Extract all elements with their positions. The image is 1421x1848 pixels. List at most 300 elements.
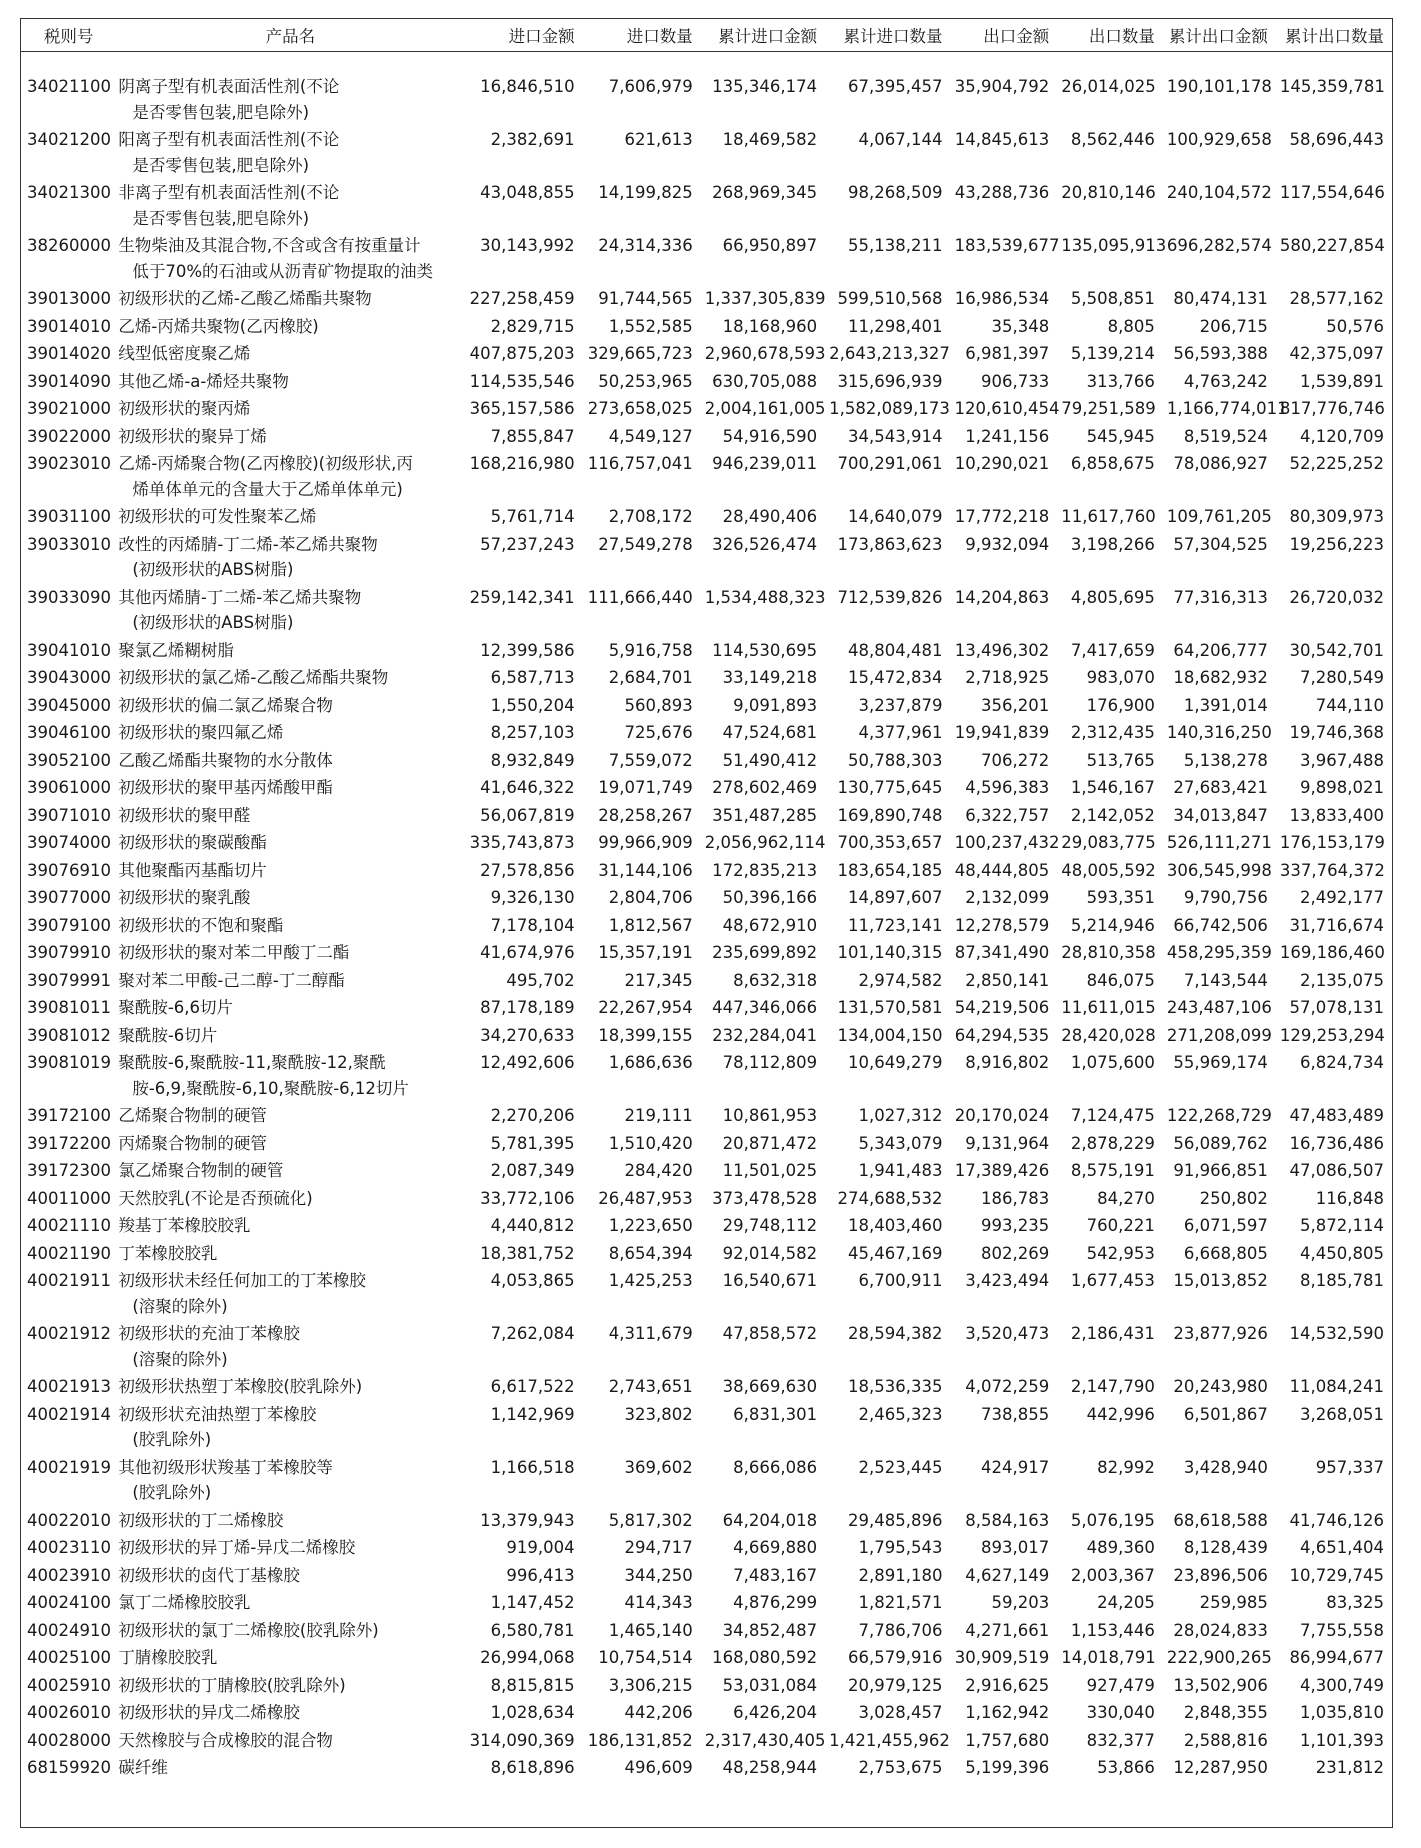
cumulative-import-quantity-cell: 18,536,335 [848,1377,943,1396]
table-row [21,663,1392,691]
header-import-value: 进口金额 [465,19,583,52]
product-name-line: 聚对苯二甲酸-己二醇-丁二醇酯 [118,970,345,990]
export-value-cell: 356,201 [980,695,1050,715]
product-name-cell [116,1506,464,1534]
cumulative-import-value-cell: 4,669,880 [733,1538,818,1557]
import-quantity-cell: 4,549,127 [608,426,693,446]
cumulative-import-quantity-cell: 50,788,303 [848,750,943,770]
product-name-line: 乙烯-丙烯聚合物(乙丙橡胶)(初级形状,丙 [118,454,413,473]
export-value-cell: 35,348 [991,316,1050,336]
cumulative-import-quantity-cell: 1,941,483 [858,1161,943,1180]
cumulative-import-quantity-cell: 7,786,706 [858,1620,943,1640]
export-value-cell: 8,584,163 [965,1510,1050,1530]
tariff-code-cell: 39023010 [27,454,111,473]
export-value-cell: 14,204,863 [954,587,1050,607]
import-value-cell: 168,216,980 [469,454,575,473]
product-name-cell [116,773,464,801]
product-name-line: 初级形状的聚甲基丙烯酸甲酯 [118,778,333,797]
tariff-code-cell: 39021000 [27,399,111,418]
product-name-continuation: 烯单体单元的含量大于乙烯单体单元) [132,479,403,499]
export-value-cell: 1,757,680 [965,1730,1050,1750]
cumulative-import-quantity-cell: 183,654,185 [837,860,943,880]
import-value-cell: 33,772,106 [480,1188,575,1208]
cumulative-import-quantity-cell: 4,067,144 [858,130,943,149]
export-value-cell: 706,272 [980,750,1050,770]
export-quantity-cell: 5,139,214 [1070,344,1155,363]
import-quantity-cell: 15,357,191 [598,943,693,962]
cumulative-export-value-cell: 3,428,940 [1183,1457,1268,1477]
product-name-line: 阴离子型有机表面活性剂(不论 [118,77,340,96]
table-row [21,1184,1392,1212]
table-row [21,1239,1392,1267]
export-quantity-cell: 48,005,592 [1061,860,1156,880]
import-value-cell: 57,237,243 [480,534,575,554]
product-name-cell [116,1156,464,1184]
table-row [21,1533,1392,1561]
product-name-line: 聚氯乙烯糊树脂 [118,640,234,660]
cumulative-export-quantity-cell: 31,716,674 [1289,915,1384,935]
product-name-continuation: 是否零售包装,肥皂除外) [132,102,310,122]
cumulative-import-quantity-cell: 2,974,582 [858,970,943,990]
cumulative-export-quantity-cell: 2,135,075 [1300,970,1384,990]
table-row [21,1021,1392,1049]
header-gap [21,52,1392,73]
export-value-cell: 5,199,396 [965,1758,1050,1777]
product-name-line: 羧基丁苯橡胶胶乳 [118,1216,251,1235]
import-value-cell: 996,413 [506,1565,575,1585]
import-value-cell: 41,646,322 [480,778,575,797]
cumulative-import-quantity-cell: 48,804,481 [848,640,943,660]
product-name-cell [116,284,464,312]
table-row [21,1753,1392,1781]
cumulative-import-quantity-cell: 3,237,879 [858,695,943,715]
cumulative-export-quantity-cell: 86,994,677 [1289,1648,1384,1667]
import-value-cell: 30,143,992 [480,236,575,255]
header-export-quantity: 出口数量 [1057,19,1163,52]
cumulative-export-quantity-cell: 337,764,372 [1279,860,1385,880]
export-quantity-cell: 28,810,358 [1061,943,1156,962]
product-name-cell [116,72,464,125]
cumulative-import-value-cell: 18,168,960 [722,316,818,336]
tariff-code-cell: 40026010 [27,1703,111,1722]
tariff-code-cell: 40023110 [27,1538,111,1557]
cumulative-import-value-cell: 2,960,678,593 [704,344,826,363]
import-quantity-cell: 1,223,650 [608,1216,693,1235]
cumulative-import-quantity-cell: 712,539,826 [837,587,943,607]
tariff-code-cell: 68159920 [27,1758,111,1777]
product-name-cell [116,663,464,691]
tariff-code-cell: 40021190 [27,1243,111,1263]
export-quantity-cell: 593,351 [1086,888,1155,907]
cumulative-export-value-cell: 306,545,998 [1166,860,1272,880]
cumulative-import-quantity-cell: 1,027,312 [858,1106,943,1125]
tariff-code-cell: 39172100 [27,1106,111,1125]
cumulative-import-quantity-cell: 3,028,457 [858,1703,943,1722]
product-name-cell [116,938,464,966]
cumulative-export-value-cell: 190,101,178 [1166,77,1272,96]
cumulative-import-value-cell: 11,501,025 [722,1161,818,1180]
cumulative-export-quantity-cell: 4,120,709 [1300,426,1384,446]
export-value-cell: 9,131,964 [965,1133,1050,1153]
import-value-cell: 1,550,204 [490,695,575,715]
cumulative-export-value-cell: 23,896,506 [1173,1565,1268,1585]
import-quantity-cell: 1,552,585 [608,316,693,336]
product-name-cell [116,394,464,422]
product-name-cell [116,1726,464,1754]
table-row [21,746,1392,774]
import-value-cell: 87,178,189 [480,998,575,1017]
table-row [21,178,1392,231]
tariff-code-cell: 40021919 [27,1457,111,1477]
cumulative-import-value-cell: 278,602,469 [712,778,818,797]
cumulative-import-quantity-cell: 15,472,834 [848,668,943,687]
cumulative-export-value-cell: 100,929,658 [1166,130,1272,149]
table-row [21,530,1392,583]
product-name-continuation: 低于70%的石油或从沥青矿物提取的油类 [132,261,434,281]
export-quantity-cell: 2,003,367 [1070,1565,1155,1585]
cumulative-import-quantity-cell: 131,570,581 [837,998,943,1017]
cumulative-export-value-cell: 6,071,597 [1183,1216,1268,1235]
product-name-line: 初级形状的充油丁苯橡胶 [118,1324,300,1343]
tariff-code-cell: 39033010 [27,534,111,554]
product-name-line: 初级形状的聚四氟乙烯 [118,723,284,742]
tariff-code-cell: 39033090 [27,587,111,607]
export-quantity-cell: 545,945 [1086,426,1155,446]
table-row [21,1561,1392,1589]
table-row [21,1372,1392,1400]
cumulative-export-quantity-cell: 10,729,745 [1289,1565,1384,1585]
product-name-continuation: 是否零售包装,肥皂除外) [132,208,310,228]
cumulative-export-value-cell: 222,900,265 [1166,1648,1272,1667]
import-value-cell: 4,053,865 [490,1271,575,1290]
product-name-cell [116,1671,464,1699]
cumulative-import-value-cell: 20,871,472 [722,1133,818,1153]
export-value-cell: 2,132,099 [965,888,1050,907]
import-quantity-cell: 294,717 [624,1538,693,1557]
export-quantity-cell: 1,677,453 [1070,1271,1155,1290]
cumulative-import-value-cell: 447,346,066 [712,998,818,1017]
export-quantity-cell: 79,251,589 [1061,399,1156,418]
export-value-cell: 17,772,218 [954,507,1050,526]
import-quantity-cell: 496,609 [624,1758,693,1777]
export-value-cell: 48,444,805 [954,860,1050,880]
import-value-cell: 1,142,969 [490,1404,575,1424]
import-value-cell: 5,761,714 [490,507,575,526]
table-row [21,231,1392,284]
export-quantity-cell: 4,805,695 [1070,587,1155,607]
export-quantity-cell: 442,996 [1086,1404,1155,1424]
export-quantity-cell: 1,546,167 [1070,778,1155,797]
table-row [21,1048,1392,1101]
export-value-cell: 2,850,141 [965,970,1050,990]
product-name-continuation: 是否零售包装,肥皂除外) [132,155,310,175]
export-quantity-cell: 513,765 [1086,750,1155,770]
table-row [21,1506,1392,1534]
export-value-cell: 16,986,534 [954,289,1050,308]
table-row [21,583,1392,636]
tariff-code-cell: 40021914 [27,1404,111,1424]
export-value-cell: 4,271,661 [965,1620,1050,1640]
import-value-cell: 8,932,849 [490,750,575,770]
table-row [21,966,1392,994]
cumulative-import-value-cell: 9,091,893 [733,695,818,715]
export-value-cell: 2,718,925 [965,668,1050,687]
cumulative-import-quantity-cell: 45,467,169 [848,1243,943,1263]
table-row [21,1453,1392,1506]
product-name-cell [116,502,464,530]
table-row [21,801,1392,829]
product-name-line: 氯乙烯聚合物制的硬管 [118,1161,284,1180]
cumulative-import-quantity-cell: 4,377,961 [858,723,943,742]
import-quantity-cell: 217,345 [624,970,693,990]
cumulative-export-value-cell: 206,715 [1199,316,1268,336]
tariff-code-cell: 39081019 [27,1053,111,1072]
product-name-line: 丙烯聚合物制的硬管 [118,1133,267,1153]
cumulative-export-value-cell: 56,089,762 [1173,1133,1268,1153]
export-value-cell: 183,539,677 [954,236,1060,255]
cumulative-import-quantity-cell: 10,649,279 [848,1053,943,1072]
cumulative-import-quantity-cell: 18,403,460 [848,1216,943,1235]
cumulative-export-quantity-cell: 1,035,810 [1300,1703,1384,1722]
cumulative-import-quantity-cell: 1,821,571 [858,1593,943,1612]
import-value-cell: 13,379,943 [480,1510,575,1530]
cumulative-export-value-cell: 77,316,313 [1173,587,1268,607]
cumulative-import-quantity-cell: 11,298,401 [848,316,943,336]
table-row [21,394,1392,422]
product-name-cell [116,1319,464,1372]
table-row [21,911,1392,939]
import-quantity-cell: 18,399,155 [598,1025,693,1045]
cumulative-export-value-cell: 1,391,014 [1183,695,1268,715]
cumulative-import-value-cell: 16,540,671 [722,1271,818,1290]
tariff-code-cell: 39022000 [27,426,111,446]
table-row [21,1101,1392,1129]
export-quantity-cell: 2,878,229 [1070,1133,1155,1153]
product-name-line: 聚酰胺-6,聚酰胺-11,聚酰胺-12,聚酰 [118,1053,386,1072]
product-name-line: 初级形状的丁二烯橡胶 [118,1510,284,1530]
import-value-cell: 2,270,206 [490,1106,575,1125]
cumulative-import-quantity-cell: 55,138,211 [848,236,943,255]
import-value-cell: 7,855,847 [490,426,575,446]
tariff-code-cell: 39074000 [27,833,111,852]
cumulative-import-value-cell: 50,396,166 [722,888,818,907]
cumulative-import-value-cell: 38,669,630 [722,1377,818,1396]
cumulative-import-value-cell: 6,426,204 [733,1703,818,1722]
product-name-line: 初级形状的聚甲醛 [118,805,251,825]
import-quantity-cell: 1,465,140 [608,1620,693,1640]
export-value-cell: 802,269 [980,1243,1050,1263]
table-row [21,502,1392,530]
tariff-code-cell: 39031100 [27,507,111,526]
product-name-cell [116,1372,464,1400]
import-quantity-cell: 28,258,267 [598,805,693,825]
import-value-cell: 6,580,781 [490,1620,575,1640]
tariff-code-cell: 39014020 [27,344,111,363]
import-quantity-cell: 1,510,420 [608,1133,693,1153]
cumulative-export-quantity-cell: 83,325 [1326,1593,1384,1612]
import-value-cell: 6,587,713 [490,668,575,687]
cumulative-export-quantity-cell: 7,280,549 [1300,668,1384,687]
export-value-cell: 87,341,490 [954,943,1050,962]
cumulative-import-value-cell: 18,469,582 [722,130,818,149]
cumulative-export-value-cell: 1,166,774,011 [1166,399,1288,418]
cumulative-export-quantity-cell: 116,848 [1315,1188,1384,1208]
product-name-cell [116,1643,464,1671]
product-name-cell [116,422,464,450]
table-row [21,72,1392,125]
export-value-cell: 30,909,519 [954,1648,1050,1667]
export-quantity-cell: 20,810,146 [1061,183,1156,202]
import-quantity-cell: 50,253,965 [598,371,693,391]
cumulative-export-quantity-cell: 57,078,131 [1289,998,1384,1017]
cumulative-export-quantity-cell: 957,337 [1315,1457,1384,1477]
export-quantity-cell: 29,083,775 [1061,833,1156,852]
export-value-cell: 1,162,942 [965,1703,1050,1722]
cumulative-export-value-cell: 243,487,106 [1166,998,1272,1017]
import-quantity-cell: 273,658,025 [587,399,693,418]
cumulative-import-value-cell: 92,014,582 [722,1243,818,1263]
cumulative-import-quantity-cell: 29,485,896 [848,1510,943,1530]
cumulative-export-quantity-cell: 19,256,223 [1289,534,1384,554]
product-name-cell [116,449,464,502]
tariff-code-cell: 39014010 [27,316,111,336]
product-name-cell [116,178,464,231]
export-quantity-cell: 1,075,600 [1070,1053,1155,1072]
cumulative-export-quantity-cell: 8,185,781 [1300,1271,1384,1290]
cumulative-export-value-cell: 68,618,588 [1173,1510,1268,1530]
cumulative-export-quantity-cell: 11,084,241 [1289,1377,1384,1396]
cumulative-import-quantity-cell: 2,643,213,327 [829,344,950,363]
tariff-code-cell: 39079991 [27,970,111,990]
import-quantity-cell: 10,754,514 [598,1648,693,1667]
product-name-line: 其他初级形状羧基丁苯橡胶等 [118,1457,333,1477]
cumulative-export-value-cell: 64,206,777 [1173,640,1268,660]
table-row [21,691,1392,719]
export-value-cell: 3,423,494 [965,1271,1050,1290]
export-value-cell: 9,932,094 [965,534,1050,554]
cumulative-export-quantity-cell: 4,450,805 [1300,1243,1384,1263]
import-value-cell: 8,815,815 [490,1675,575,1695]
export-quantity-cell: 846,075 [1086,970,1155,990]
import-quantity-cell: 31,144,106 [598,860,693,880]
cumulative-import-value-cell: 48,258,944 [722,1758,818,1777]
cumulative-export-quantity-cell: 58,696,443 [1289,130,1384,149]
tariff-code-cell: 40025100 [27,1648,111,1667]
import-quantity-cell: 2,708,172 [608,507,693,526]
cumulative-import-quantity-cell: 2,891,180 [858,1565,943,1585]
table-row [21,828,1392,856]
cumulative-import-value-cell: 33,149,218 [722,668,818,687]
product-name-continuation: (胶乳除外) [132,1483,212,1502]
product-name-line: 初级形状热塑丁苯橡胶(胶乳除外) [118,1377,363,1396]
import-quantity-cell: 19,071,749 [598,778,693,797]
header-tariff-code: 税则号 [21,19,116,52]
import-value-cell: 407,875,203 [469,344,575,363]
export-value-cell: 738,855 [980,1404,1050,1424]
export-value-cell: 1,241,156 [965,426,1050,446]
table-row [21,422,1392,450]
product-name-line: 氯丁二烯橡胶胶乳 [118,1593,251,1612]
table-row [21,284,1392,312]
export-quantity-cell: 2,312,435 [1070,723,1155,742]
product-name-line: 其他聚酯丙基酯切片 [118,860,267,880]
export-quantity-cell: 11,617,760 [1061,507,1156,526]
import-value-cell: 16,846,510 [480,77,575,96]
table-row [21,1319,1392,1372]
tariff-code-cell: 39079100 [27,915,111,935]
import-quantity-cell: 2,684,701 [608,668,693,687]
import-quantity-cell: 91,744,565 [598,289,693,308]
import-value-cell: 314,090,369 [469,1730,575,1750]
product-name-cell [116,1048,464,1101]
import-value-cell: 12,399,586 [480,640,575,660]
cumulative-import-quantity-cell: 67,395,457 [848,77,943,96]
cumulative-import-value-cell: 326,526,474 [712,534,818,554]
product-name-cell [116,636,464,664]
export-value-cell: 64,294,535 [954,1025,1050,1045]
cumulative-export-value-cell: 20,243,980 [1173,1377,1268,1396]
export-quantity-cell: 26,014,025 [1061,77,1156,96]
cumulative-import-value-cell: 2,056,962,114 [704,833,826,852]
tariff-code-cell: 40023910 [27,1565,111,1585]
export-value-cell: 17,389,426 [954,1161,1050,1180]
import-value-cell: 114,535,546 [469,371,575,391]
import-value-cell: 34,270,633 [480,1025,575,1045]
export-quantity-cell: 2,147,790 [1070,1377,1155,1396]
cumulative-export-quantity-cell: 30,542,701 [1289,640,1384,660]
product-name-line: 初级形状的异戊二烯橡胶 [118,1703,300,1722]
export-value-cell: 59,203 [991,1593,1050,1612]
cumulative-import-quantity-cell: 2,465,323 [858,1404,943,1424]
cumulative-export-value-cell: 55,969,174 [1173,1053,1268,1072]
export-quantity-cell: 11,611,015 [1061,998,1156,1017]
cumulative-import-value-cell: 135,346,174 [712,77,818,96]
cumulative-import-quantity-cell: 700,291,061 [837,454,943,473]
product-name-continuation: (初级形状的ABS树脂) [132,560,294,579]
cumulative-import-quantity-cell: 2,753,675 [858,1758,943,1777]
cumulative-import-quantity-cell: 1,582,089,173 [829,399,950,418]
cumulative-export-value-cell: 57,304,525 [1173,534,1268,554]
cumulative-export-value-cell: 7,143,544 [1183,970,1268,990]
header-row [21,19,1392,52]
cumulative-export-value-cell: 18,682,932 [1173,668,1268,687]
product-name-cell [116,367,464,395]
cumulative-export-quantity-cell: 1,539,891 [1300,371,1384,391]
product-name-cell [116,231,464,284]
export-value-cell: 120,610,454 [954,399,1060,418]
import-quantity-cell: 7,606,979 [608,77,693,96]
product-name-cell [116,1101,464,1129]
import-value-cell: 2,829,715 [490,316,575,336]
import-value-cell: 259,142,341 [469,587,575,607]
table-row [21,1129,1392,1157]
cumulative-export-value-cell: 259,985 [1199,1593,1268,1612]
cumulative-import-quantity-cell: 130,775,645 [837,778,943,797]
cumulative-export-quantity-cell: 3,967,488 [1300,750,1384,770]
import-value-cell: 7,262,084 [490,1324,575,1343]
cumulative-import-value-cell: 373,478,528 [712,1188,818,1208]
export-value-cell: 10,290,021 [954,454,1050,473]
tariff-code-cell: 39045000 [27,695,111,715]
import-quantity-cell: 186,131,852 [587,1730,693,1750]
export-quantity-cell: 832,377 [1086,1730,1155,1750]
import-quantity-cell: 725,676 [624,723,693,742]
product-name-cell [116,828,464,856]
import-quantity-cell: 560,893 [624,695,693,715]
import-quantity-cell: 329,665,723 [587,344,693,363]
cumulative-export-quantity-cell: 4,651,404 [1300,1538,1384,1557]
product-name-line: 乙酸乙烯酯共聚物的水分散体 [118,750,333,770]
